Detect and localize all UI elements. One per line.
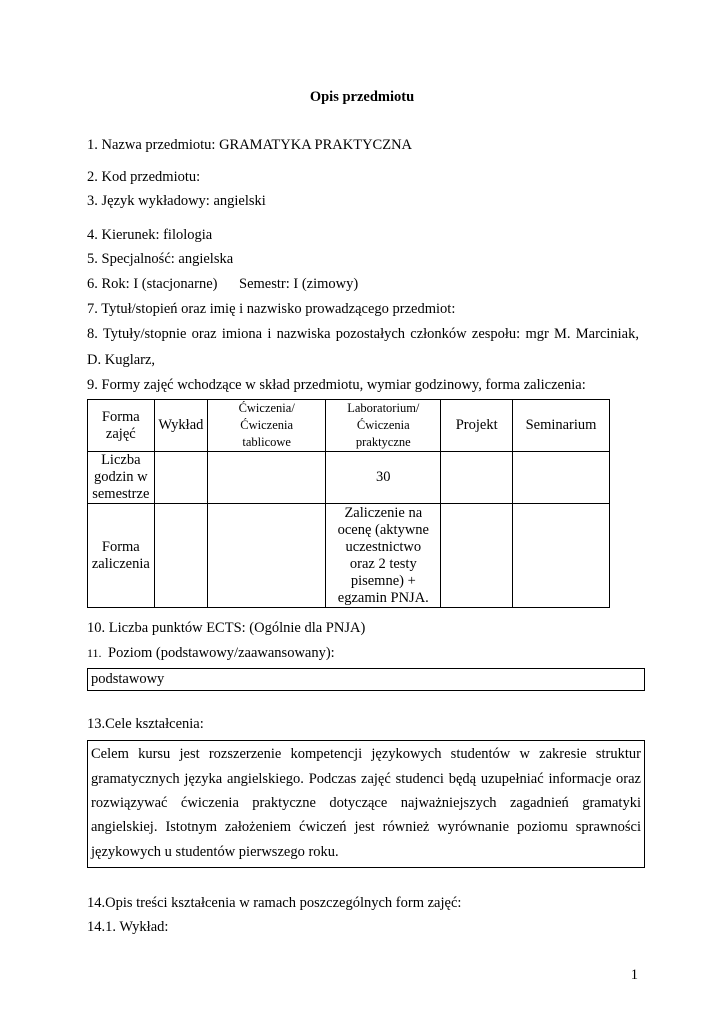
page-title: Opis przedmiotu — [309, 89, 415, 105]
table-header-row — [88, 400, 610, 452]
header-lab-line: Ćwiczenia — [356, 418, 410, 432]
header-cwiczenia-line: tablicowe — [242, 435, 291, 449]
goals-box — [87, 740, 645, 868]
hours-label-line: semestrze — [92, 486, 150, 502]
item-level: Poziom (podstawowy/zaawansowany): — [108, 645, 335, 661]
item-course-name: 1. Nazwa przedmiotu: GRAMATYKA PRAKTYCZNA — [87, 137, 413, 153]
credit-lab-line: oraz 2 testy — [349, 555, 417, 572]
credit-lab-line: egzamin PNJA. — [337, 589, 429, 606]
credit-cwiczenia — [208, 504, 326, 608]
item-team-line1: 8. Tytuły/stopnie oraz imiona i nazwiska pozostałych członków zespołu: mgr M. Marciniak, — [87, 326, 639, 342]
level-value: podstawowy — [91, 671, 165, 687]
header-cwiczenia-line: Ćwiczenia — [240, 418, 294, 432]
header-lab-line: Laboratorium/ — [347, 401, 420, 415]
item-year: 6. Rok: I (stacjonarne) — [87, 276, 218, 292]
credit-label-line: Forma — [101, 538, 140, 555]
classes-table — [87, 399, 610, 608]
credit-lab-line: uczestnictwo — [345, 538, 422, 555]
item-ects: 10. Liczba punktów ECTS: (Ogólnie dla PNJA) — [87, 620, 366, 636]
hours-label-line: godzin w — [94, 469, 148, 485]
credit-laboratorium — [326, 504, 441, 608]
header-forma-line: zajęć — [105, 425, 136, 442]
item-level-number: 11. — [87, 646, 102, 660]
level-box — [87, 668, 645, 691]
goals-line-2: gramatycznych języka angielskiego. Podczas zajęć studenci będą uzupełniać informacje oraz — [91, 771, 641, 787]
hours-label — [88, 452, 155, 504]
goals-line-4: angielskiej. Istotnym założeniem ćwiczeń jest również wyrównanie poziomu sprawności — [91, 819, 641, 835]
hours-projekt — [441, 452, 513, 504]
header-forma-line: Forma — [101, 408, 140, 425]
item-field: 4. Kierunek: filologia — [87, 227, 213, 243]
header-wyklad: Wykład — [154, 400, 208, 452]
item-lecture: 14.1. Wykład: — [87, 919, 169, 935]
table-row-hours — [88, 452, 610, 504]
credit-seminarium — [513, 504, 610, 608]
hours-wyklad — [154, 452, 208, 504]
header-cwiczenia — [208, 400, 326, 452]
credit-wyklad — [154, 504, 208, 608]
item-forms: 9. Formy zajęć wchodzące w skład przedmiotu, wymiar godzinowy, forma zaliczenia: — [87, 377, 586, 393]
credit-lab-line: Zaliczenie na — [344, 504, 423, 521]
credit-projekt — [441, 504, 513, 608]
item-team-line2: D. Kuglarz, — [87, 352, 156, 368]
item-course-code: 2. Kod przedmiotu: — [87, 169, 201, 185]
goals-line-5: językowych u studentów pierwszego roku. — [91, 844, 339, 860]
item-goals: 13.Cele kształcenia: — [87, 716, 204, 732]
item-language: 3. Język wykładowy: angielski — [87, 193, 266, 209]
item-semester: Semestr: I (zimowy) — [239, 276, 359, 292]
header-cwiczenia-line: Ćwiczenia/ — [238, 401, 295, 415]
header-lab-line: praktyczne — [355, 435, 411, 449]
header-projekt: Projekt — [441, 400, 513, 452]
header-forma — [88, 400, 155, 452]
item-specialty: 5. Specjalność: angielska — [87, 251, 234, 267]
credit-label — [88, 504, 155, 608]
item-content: 14.Opis treści kształcenia w ramach poszczególnych form zajęć: — [87, 895, 462, 911]
hours-cwiczenia — [208, 452, 326, 504]
header-laboratorium — [326, 400, 441, 452]
hours-label-line: Liczba — [101, 452, 141, 468]
hours-seminarium — [513, 452, 610, 504]
hours-laboratorium: 30 — [326, 452, 441, 504]
table-row-credit — [88, 504, 610, 608]
item-lecturer: 7. Tytuł/stopień oraz imię i nazwisko prowadzącego przedmiot: — [87, 301, 456, 317]
goals-line-1: Celem kursu jest rozszerzenie kompetencji językowych studentów w zakresie struktur — [91, 746, 641, 762]
credit-lab-line: pisemne) + — [350, 572, 416, 589]
credit-label-line: zaliczenia — [91, 555, 150, 572]
goals-line-3: rozwiązywać ćwiczenia praktyczne dotyczące najważniejszych zagadnień gramatyki — [91, 795, 641, 811]
credit-lab-line: ocenę (aktywne — [337, 521, 429, 538]
header-seminarium: Seminarium — [513, 400, 610, 452]
page-number: 1 — [630, 967, 638, 983]
